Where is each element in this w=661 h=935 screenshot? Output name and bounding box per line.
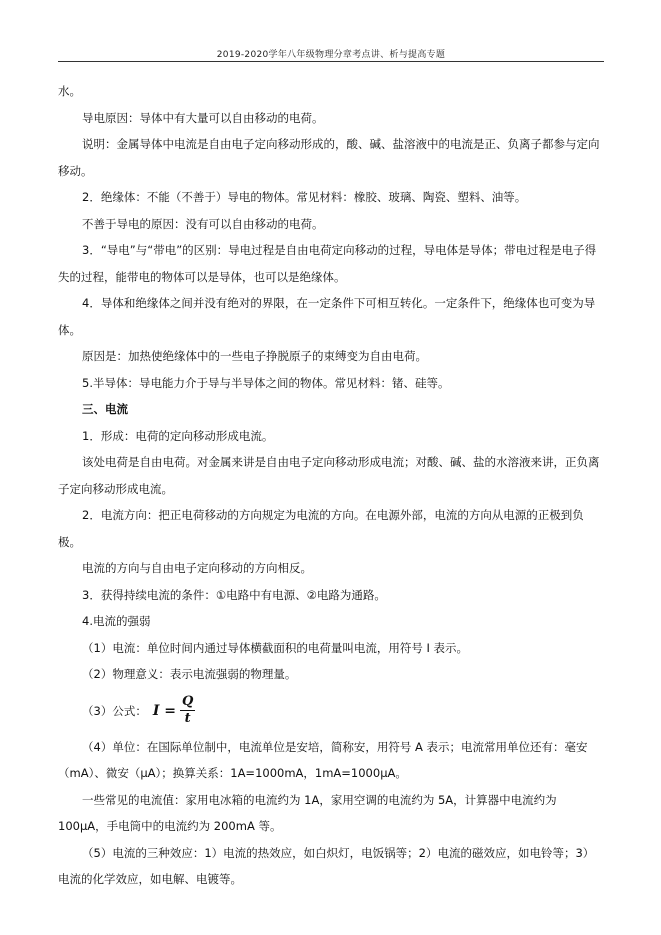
paragraph-insulator-reason: 不善于导电的原因：没有可以自由移动的电荷。 (82, 216, 324, 231)
paragraph-conduct-vs-charge: 3．“导电”与“带电”的区别：导电过程是自由电荷定向移动的过程，导电体是导体；带电过程是电子得失的过程，能带电的物体可以是导体，也可以是绝缘体。 (58, 243, 597, 284)
paragraph-common-values: 一些常见的电流值：家用电冰箱的电流约为 1A，家用空调的电流约为 5A，计算器中电流约为 100μA，手电筒中的电流约为 200mA 等。 (58, 792, 561, 833)
paragraph-explanation: 说明：金属导体中电流是自由电子定向移动形成的，酸、碱、盐溶液中的电流是正、负离子都参与定向移动。 (58, 137, 600, 178)
paragraph-current-direction: 2．电流方向：把正电荷移动的方向规定为电流的方向。在电源外部，电流的方向从电源的正极到负极。 (58, 508, 584, 549)
paragraph-water-end: 水。 (58, 84, 81, 98)
paragraph-current-strength: 4.电流的强弱 (82, 614, 151, 628)
paragraph-continuous-current: 3．获得持续电流的条件：①电路中有电源、②电路为通路。 (82, 587, 386, 602)
section-heading-current: 三、电流 (82, 402, 128, 416)
paragraph-formation: 1．形成：电荷的定向移动形成电流。 (82, 428, 274, 443)
paragraph-current-definition: （1）电流：单位时间内通过导体横截面积的电荷量叫电流，用符号 I 表示。 (82, 640, 469, 655)
paragraph-three-effects: （5）电流的三种效应：1）电流的热效应，如白炽灯，电饭锅等；2）电流的磁效应，如电铃等；3）电流的化学效应，如电解、电镀等。 (58, 845, 595, 886)
formula-lhs: I = (152, 702, 176, 719)
paragraph-insulator: 2．绝缘体：不能（不善于）导电的物体。常见材料：橡胶、玻璃、陶瓷、塑料、油等。 (82, 190, 527, 204)
paragraph-conduction-reason: 导电原因：导体中有大量可以自由移动的电荷。 (82, 110, 324, 125)
paragraph-semiconductor: 5.半导体：导电能力介于导与半导体之间的物体。常见材料：锗、硅等。 (82, 375, 450, 390)
formula-line (58, 688, 604, 734)
paragraph-units: （4）单位：在国际单位制中，电流单位是安培，简称安，用符号 A 表示；电流常用单位还有：毫安（mA）、微安（μA）；换算关系：1A=1000mA，1mA=1000μA。 (58, 739, 588, 780)
formula-fraction (180, 695, 195, 726)
formula-label: （3）公式： (82, 703, 147, 718)
current-formula (153, 695, 195, 726)
paragraph-conversion: 4．导体和绝缘体之间并没有绝对的界限，在一定条件下可相互转化。一定条件下，绝缘体也可变为导体。 (58, 296, 596, 337)
document-body (58, 78, 604, 893)
paragraph-free-charge: 该处电荷是自由电荷。对金属来讲是自由电子定向移动形成电流；对酸、碱、盐的水溶液来讲，正负离子定向移动形成电流。 (58, 455, 600, 496)
formula-denominator: t (184, 711, 191, 726)
header-divider (58, 61, 604, 62)
paragraph-conversion-reason: 原因是：加热使绝缘体中的一些电子挣脱原子的束缚变为自由电荷。 (82, 349, 427, 363)
page-header-title: 2019-2020学年八年级物理分章考点讲、析与提高专题 (216, 50, 446, 60)
paragraph-electron-direction: 电流的方向与自由电子定向移动的方向相反。 (82, 561, 312, 575)
formula-numerator: Q (181, 694, 194, 709)
paragraph-physical-meaning: （2）物理意义：表示电流强弱的物理量。 (82, 667, 297, 681)
